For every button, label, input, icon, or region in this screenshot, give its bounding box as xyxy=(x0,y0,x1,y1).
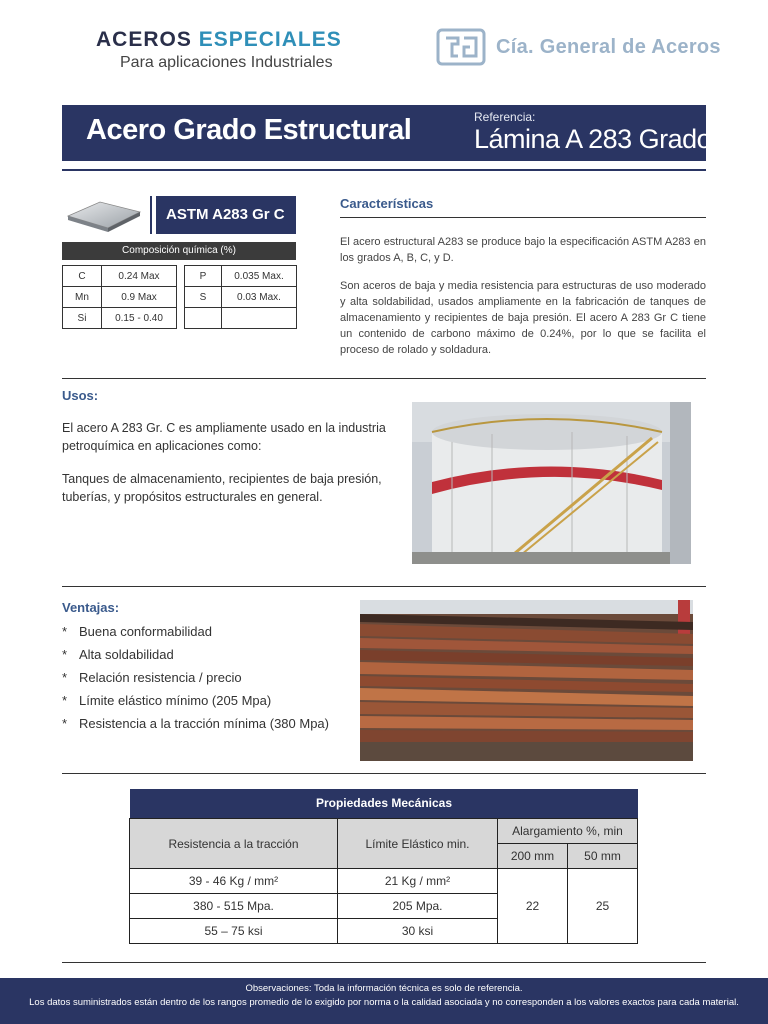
value-cell: 0.24 Max xyxy=(102,266,177,287)
section-title-ventajas: Ventajas: xyxy=(62,600,120,615)
table-cell: 30 ksi xyxy=(338,919,498,944)
footer xyxy=(0,978,768,1024)
brand-subtitle: Para aplicaciones Industriales xyxy=(120,54,333,71)
properties-table xyxy=(129,818,638,944)
divider xyxy=(62,378,706,379)
bullet: * xyxy=(62,693,68,708)
page-title: Acero Grado Estructural xyxy=(86,114,412,146)
usos-paragraph-2: Tanques de almacenamiento, recipientes de baja presión, tuberías, y propósitos estructurales en general. xyxy=(62,472,382,504)
footer-observation: Observaciones: Toda la información técnica es solo de referencia. xyxy=(245,983,523,994)
list-item xyxy=(62,624,329,647)
steel-plate-image xyxy=(66,194,142,236)
list-item-text: Buena conformabilidad xyxy=(79,624,212,639)
value-cell: 0.03 Max. xyxy=(222,287,297,308)
section-title-usos: Usos: xyxy=(62,388,99,403)
value-cell xyxy=(222,308,297,329)
list-item-text: Resistencia a la tracción mínima (380 Mpa) xyxy=(79,716,329,731)
column-header: Alargamiento %, min xyxy=(498,819,638,844)
table-row xyxy=(130,869,638,894)
divider xyxy=(62,586,706,587)
element-cell: Mn xyxy=(63,287,102,308)
bullet: * xyxy=(62,647,68,662)
storage-tank-photo xyxy=(412,402,691,564)
list-item-text: Límite elástico mínimo (205 Mpa) xyxy=(79,693,272,708)
element-cell: S xyxy=(185,287,222,308)
ventajas-list xyxy=(62,624,329,739)
list-item xyxy=(62,670,329,693)
table-row xyxy=(63,287,297,308)
company-logo-icon xyxy=(436,28,486,66)
column-header: Límite Elástico min. xyxy=(338,819,498,869)
caracteristicas-paragraph-2: Son aceros de baja y media resistencia para estructuras de uso moderado y alta soldabilidad, usados ampliamente en la fabricación de tanques de almacenamiento y recipientes de baja presión. El acero A 283 Gr C tiene un contenido de carbono máximo de 0.24%, por lo que se facilita el proceso de rolado y soldadura. xyxy=(340,280,706,356)
table-cell: 55 – 75 ksi xyxy=(130,919,338,944)
reference-value: Lámina A 283 Grado C xyxy=(474,124,738,154)
divider xyxy=(62,962,706,963)
list-item xyxy=(62,693,329,716)
reference-label: Referencia: xyxy=(474,110,536,124)
table-cell: 39 - 46 Kg / mm² xyxy=(130,869,338,894)
steel-plates-photo xyxy=(360,600,693,761)
element-cell: P xyxy=(185,266,222,287)
table-row xyxy=(63,266,297,287)
bullet: * xyxy=(62,624,68,639)
divider xyxy=(340,217,706,218)
brand-word-aceros: ACEROS xyxy=(96,28,192,51)
brand-logo xyxy=(96,28,342,72)
column-subheader: 200 mm xyxy=(498,844,568,869)
section-title-caracteristicas: Características xyxy=(340,196,434,211)
element-cell: Si xyxy=(63,308,102,329)
table-cell: 22 xyxy=(498,869,568,944)
standard-label: ASTM A283 Gr C xyxy=(166,206,285,223)
brand-title xyxy=(96,28,342,52)
value-cell: 0.15 - 0.40 xyxy=(102,308,177,329)
table-row xyxy=(63,308,297,329)
bullet: * xyxy=(62,670,68,685)
column-header: Resistencia a la tracción xyxy=(130,819,338,869)
value-cell: 0.035 Max. xyxy=(222,266,297,287)
element-cell xyxy=(185,308,222,329)
table-cell: 25 xyxy=(568,869,638,944)
caracteristicas-paragraph-1: El acero estructural A283 se produce bajo la especificación ASTM A283 en los grados A, B, C, y D. xyxy=(340,236,706,264)
table-cell: 21 Kg / mm² xyxy=(338,869,498,894)
divider xyxy=(62,169,706,171)
value-cell: 0.9 Max xyxy=(102,287,177,308)
element-cell: C xyxy=(63,266,102,287)
table-header-row xyxy=(130,819,638,844)
composition-table xyxy=(62,265,297,329)
table-cell: 205 Mpa. xyxy=(338,894,498,919)
list-item xyxy=(62,716,329,739)
divider xyxy=(62,773,706,774)
table-cell: 380 - 515 Mpa. xyxy=(130,894,338,919)
list-item xyxy=(62,647,329,670)
bullet: * xyxy=(62,716,68,731)
properties-table-title: Propiedades Mecánicas xyxy=(130,789,638,818)
company-logo xyxy=(436,28,721,66)
composition-heading: Composición química (%) xyxy=(62,242,296,260)
usos-paragraph-1: El acero A 283 Gr. C es ampliamente usado en la industria petroquímica en aplicaciones como: xyxy=(62,421,386,453)
brand-word-especiales: ESPECIALES xyxy=(198,28,342,51)
column-subheader: 50 mm xyxy=(568,844,638,869)
company-name: Cía. General de Aceros xyxy=(496,35,721,58)
footer-disclaimer: Los datos suministrados están dentro de los rangos promedio de lo exigido por norma o la calidad asociada y no corresponden a los valores exactos para cada material. xyxy=(29,997,739,1008)
list-item-text: Alta soldabilidad xyxy=(79,647,174,662)
list-item-text: Relación resistencia / precio xyxy=(79,670,242,685)
